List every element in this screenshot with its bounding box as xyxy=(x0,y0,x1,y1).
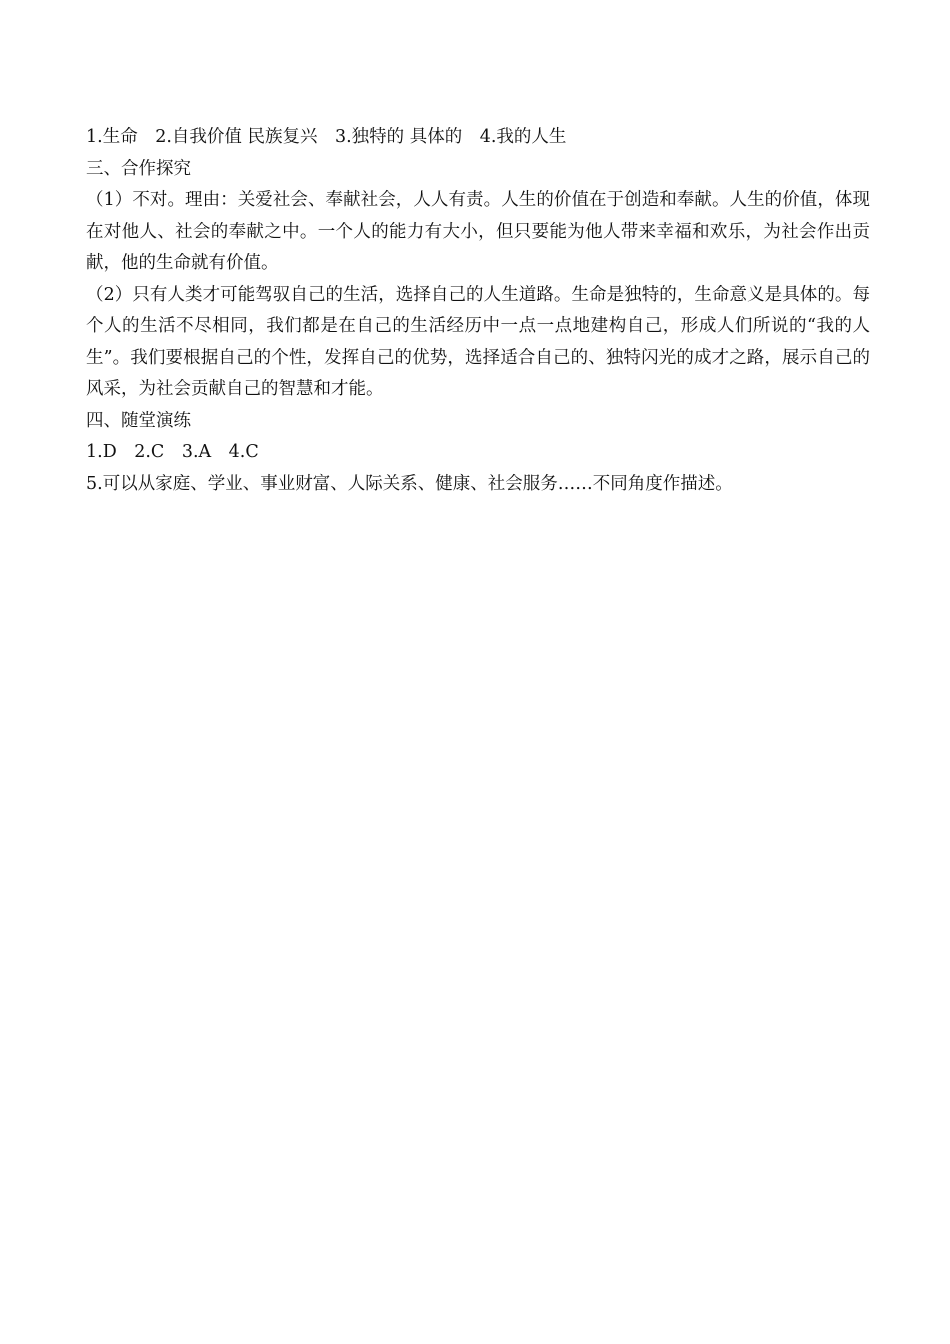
answer-sheet xyxy=(86,122,870,500)
fill-blank-answers: 1.生命 2.自我价值 民族复兴 3.独特的 具体的 4.我的人生 xyxy=(86,127,567,147)
inquiry-answer-1: （1）不对。理由：关爱社会、奉献社会，人人有责。人生的价值在于创造和奉献。人生的价值，体现在对他人、社会的奉献之中。一个人的能力有大小，但只要能为他人带来幸福和欢乐，为社会作出贡献，他的生命就有价值。 xyxy=(86,190,870,273)
section-heading-cooperative-inquiry: 三、合作探究 xyxy=(86,158,191,179)
practice-answer-5: 5.可以从家庭、学业、事业财富、人际关系、健康、社会服务……不同角度作描述。 xyxy=(86,473,733,494)
choice-answers: 1.D 2.C 3.A 4.C xyxy=(86,442,259,462)
section-heading-classroom-practice: 四、随堂演练 xyxy=(86,410,191,431)
inquiry-answer-2: （2）只有人类才可能驾驭自己的生活，选择自己的人生道路。生命是独特的，生命意义是具体的。每个人的生活不尽相同，我们都是在自己的生活经历中一点一点地建构自己，形成人们所说的“我的人生”。我们要根据自己的个性，发挥自己的优势，选择适合自己的、独特闪光的成才之路，展示自己的风采，为社会贡献自己的智慧和才能。 xyxy=(86,284,870,399)
